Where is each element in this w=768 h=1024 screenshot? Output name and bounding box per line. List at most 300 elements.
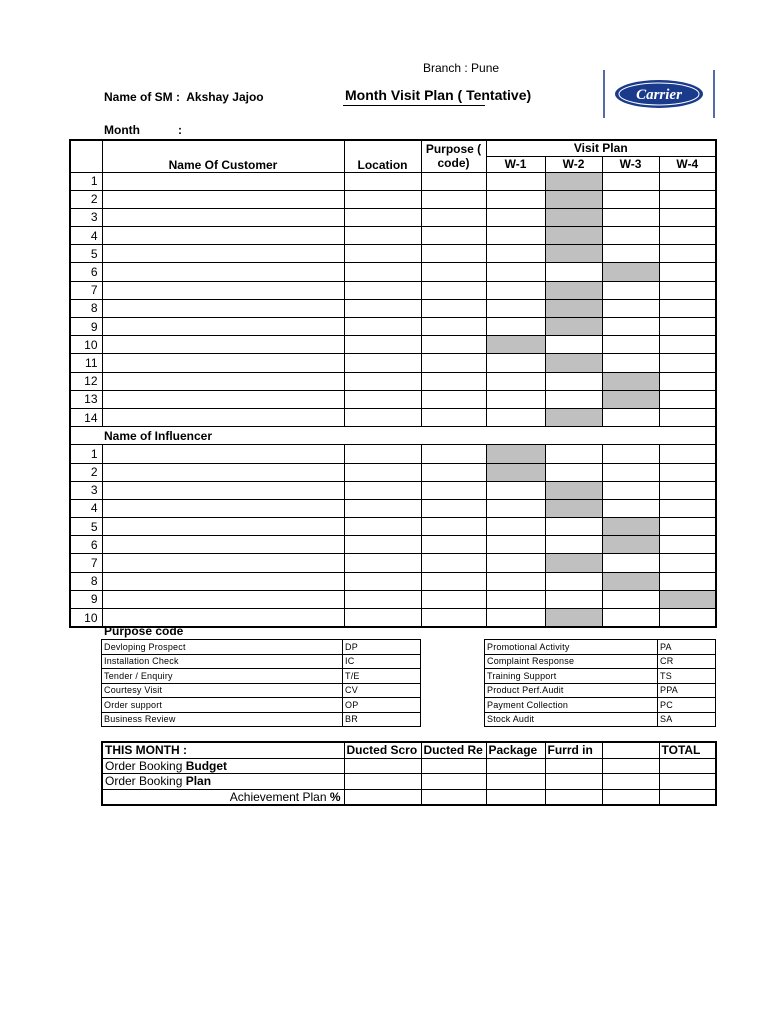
summary-row-label [102,758,344,774]
customer-row-number: 5 [70,245,102,263]
influencer-week-2-cell[interactable] [545,590,602,608]
customer-location-cell[interactable] [344,299,421,317]
customer-week-1-cell[interactable] [486,299,545,317]
influencer-purpose-cell[interactable] [421,463,486,481]
customer-row [70,390,716,408]
influencer-week-2-cell[interactable] [545,499,602,517]
influencer-row [70,536,716,554]
influencer-row-number: 2 [70,463,102,481]
purpose-code-value: OP [343,698,421,713]
summary-header-blank [602,742,659,758]
customer-week-1-cell[interactable] [486,190,545,208]
summary-value-cell[interactable] [602,774,659,790]
customer-location-cell[interactable] [344,372,421,390]
month-colon: : [178,123,182,137]
customer-row-number: 1 [70,172,102,190]
influencer-week-3-cell[interactable] [602,609,659,628]
influencer-name-cell[interactable] [102,536,344,554]
summary-label-text: Achievement Plan [229,790,330,805]
influencer-location-cell[interactable] [344,572,421,590]
header-visit-plan: Visit Plan [486,140,716,156]
influencer-week-4-cell[interactable] [659,481,716,499]
summary-value-cell[interactable] [486,774,545,790]
customer-row-number: 10 [70,336,102,354]
customer-week-2-cell[interactable] [545,227,602,245]
purpose-code-value: PA [658,640,716,655]
summary-header-furrd-in: Furrd in [545,742,602,758]
customer-week-3-cell[interactable] [602,372,659,390]
influencer-purpose-cell[interactable] [421,518,486,536]
customer-row-number: 9 [70,318,102,336]
customer-purpose-cell[interactable] [421,172,486,190]
influencer-purpose-cell[interactable] [421,609,486,628]
influencer-week-3-cell[interactable] [602,445,659,463]
customer-week-2-cell[interactable] [545,390,602,408]
influencer-section-spacer [70,427,102,445]
header-customer: Name Of Customer [102,140,344,172]
influencer-week-4-cell[interactable] [659,572,716,590]
summary-value-cell[interactable] [659,758,716,774]
purpose-code-value: PPA [658,683,716,698]
influencer-section-title: Name of Influencer [104,428,213,443]
influencer-purpose-cell[interactable] [421,572,486,590]
sm-label: Name of SM : [104,90,181,104]
customer-week-1-cell[interactable] [486,263,545,281]
customer-row [70,372,716,390]
customer-week-1-cell[interactable] [486,390,545,408]
customer-week-3-cell[interactable] [602,336,659,354]
customer-name-cell[interactable] [102,208,344,226]
influencer-location-cell[interactable] [344,445,421,463]
influencer-week-3-cell[interactable] [602,481,659,499]
summary-row-label [102,774,344,790]
influencer-week-2-cell[interactable] [545,481,602,499]
customer-purpose-cell[interactable] [421,372,486,390]
customer-week-2-cell[interactable] [545,372,602,390]
customer-row [70,263,716,281]
summary-header-total: TOTAL [659,742,716,758]
customer-row-number: 13 [70,390,102,408]
customer-row-number: 2 [70,190,102,208]
influencer-name-cell[interactable] [102,572,344,590]
influencer-week-4-cell[interactable] [659,536,716,554]
summary-row [102,758,716,774]
customer-name-cell[interactable] [102,372,344,390]
purpose-code-value: CV [343,683,421,698]
summary-label-text: Order Booking [105,774,186,789]
summary-header-this-month: THIS MONTH : [102,742,344,758]
customer-location-cell[interactable] [344,263,421,281]
purpose-code-row [485,669,716,684]
influencer-week-3-cell[interactable] [602,536,659,554]
customer-row [70,245,716,263]
purpose-code-name: Courtesy Visit [102,683,343,698]
customer-week-3-cell[interactable] [602,190,659,208]
page-title: Month Visit Plan ( Tentative) [345,87,532,103]
customer-week-4-cell[interactable] [659,245,716,263]
customer-week-4-cell[interactable] [659,390,716,408]
customer-row [70,227,716,245]
influencer-row [70,590,716,608]
customer-purpose-cell[interactable] [421,299,486,317]
purpose-code-name: Stock Audit [485,712,658,727]
customer-week-3-cell[interactable] [602,227,659,245]
header-week-2: W-2 [545,156,602,172]
customer-name-cell[interactable] [102,172,344,190]
customer-location-cell[interactable] [344,336,421,354]
influencer-week-2-cell[interactable] [545,536,602,554]
customer-name-cell[interactable] [102,354,344,372]
summary-value-cell[interactable] [421,758,486,774]
customer-purpose-cell[interactable] [421,208,486,226]
influencer-week-3-cell[interactable] [602,463,659,481]
influencer-purpose-cell[interactable] [421,499,486,517]
purpose-code-row [102,654,421,669]
customer-week-4-cell[interactable] [659,318,716,336]
purpose-code-name: Promotional Activity [485,640,658,655]
influencer-purpose-cell[interactable] [421,445,486,463]
month-label: Month [104,123,140,137]
customer-purpose-cell[interactable] [421,408,486,426]
customer-name-cell[interactable] [102,263,344,281]
purpose-code-value: SA [658,712,716,727]
customer-week-4-cell[interactable] [659,299,716,317]
customer-week-4-cell[interactable] [659,208,716,226]
customer-week-1-cell[interactable] [486,172,545,190]
influencer-purpose-cell[interactable] [421,481,486,499]
purpose-code-row [485,712,716,727]
header-location: Location [344,140,421,172]
customer-row-number: 8 [70,299,102,317]
purpose-code-name: Product Perf.Audit [485,683,658,698]
customer-name-cell[interactable] [102,408,344,426]
customer-name-cell[interactable] [102,190,344,208]
customer-location-cell[interactable] [344,318,421,336]
customer-row [70,336,716,354]
customer-week-2-cell[interactable] [545,408,602,426]
carrier-logo [603,70,715,118]
customer-week-3-cell[interactable] [602,245,659,263]
purpose-code-name: Training Support [485,669,658,684]
influencer-week-2-cell[interactable] [545,445,602,463]
influencer-week-4-cell[interactable] [659,609,716,628]
summary-header-ducted-re: Ducted Re [421,742,486,758]
customer-week-4-cell[interactable] [659,190,716,208]
influencer-row-number: 5 [70,518,102,536]
customer-week-4-cell[interactable] [659,281,716,299]
influencer-location-cell[interactable] [344,463,421,481]
purpose-code-row [485,698,716,713]
customer-week-1-cell[interactable] [486,318,545,336]
customer-purpose-cell[interactable] [421,354,486,372]
customer-week-1-cell[interactable] [486,336,545,354]
customer-location-cell[interactable] [344,208,421,226]
customer-name-cell[interactable] [102,281,344,299]
customer-location-cell[interactable] [344,172,421,190]
summary-header-package: Package [486,742,545,758]
customer-week-1-cell[interactable] [486,354,545,372]
influencer-week-1-cell[interactable] [486,590,545,608]
customer-row [70,172,716,190]
summary-label-bold: Budget [185,758,228,773]
customer-location-cell[interactable] [344,281,421,299]
customer-week-4-cell[interactable] [659,227,716,245]
customer-week-4-cell[interactable] [659,354,716,372]
summary-value-cell[interactable] [659,789,716,805]
customer-purpose-cell[interactable] [421,263,486,281]
summary-value-cell[interactable] [545,774,602,790]
influencer-week-1-cell[interactable] [486,572,545,590]
influencer-row-number: 4 [70,499,102,517]
customer-week-1-cell[interactable] [486,281,545,299]
visit-plan-body [70,172,716,627]
customer-purpose-cell[interactable] [421,281,486,299]
purpose-code-value: PC [658,698,716,713]
customer-location-cell[interactable] [344,227,421,245]
customer-purpose-cell[interactable] [421,390,486,408]
customer-week-1-cell[interactable] [486,227,545,245]
purpose-code-title: Purpose code [104,624,184,638]
customer-week-3-cell[interactable] [602,172,659,190]
influencer-row-number: 1 [70,445,102,463]
summary-value-cell[interactable] [545,758,602,774]
customer-purpose-cell[interactable] [421,245,486,263]
customer-name-cell[interactable] [102,336,344,354]
influencer-week-3-cell[interactable] [602,518,659,536]
influencer-row-number: 9 [70,590,102,608]
influencer-name-cell[interactable] [102,499,344,517]
customer-week-4-cell[interactable] [659,372,716,390]
summary-value-cell[interactable] [344,789,421,805]
customer-location-cell[interactable] [344,190,421,208]
influencer-week-4-cell[interactable] [659,463,716,481]
customer-purpose-cell[interactable] [421,318,486,336]
influencer-week-3-cell[interactable] [602,554,659,572]
summary-value-cell[interactable] [545,789,602,805]
customer-row [70,190,716,208]
influencer-name-cell[interactable] [102,463,344,481]
customer-week-1-cell[interactable] [486,208,545,226]
order-booking-summary [101,741,717,806]
header-purpose: Purpose ( code) [421,140,486,172]
influencer-row [70,499,716,517]
purpose-code-name: Complaint Response [485,654,658,669]
customer-week-2-cell[interactable] [545,354,602,372]
summary-value-cell[interactable] [659,774,716,790]
purpose-code-value: DP [343,640,421,655]
summary-value-cell[interactable] [421,774,486,790]
customer-week-1-cell[interactable] [486,408,545,426]
customer-week-2-cell[interactable] [545,299,602,317]
influencer-row-number: 7 [70,554,102,572]
purpose-code-value: IC [343,654,421,669]
customer-week-4-cell[interactable] [659,408,716,426]
influencer-row-number: 8 [70,572,102,590]
influencer-purpose-cell[interactable] [421,536,486,554]
influencer-week-1-cell[interactable] [486,481,545,499]
influencer-week-1-cell[interactable] [486,445,545,463]
influencer-name-cell[interactable] [102,590,344,608]
influencer-week-1-cell[interactable] [486,463,545,481]
customer-row-number: 11 [70,354,102,372]
customer-row-number: 4 [70,227,102,245]
customer-name-cell[interactable] [102,318,344,336]
summary-value-cell[interactable] [486,789,545,805]
influencer-week-4-cell[interactable] [659,590,716,608]
influencer-purpose-cell[interactable] [421,590,486,608]
customer-purpose-cell[interactable] [421,190,486,208]
influencer-row [70,554,716,572]
customer-week-4-cell[interactable] [659,172,716,190]
influencer-week-2-cell[interactable] [545,554,602,572]
influencer-week-4-cell[interactable] [659,518,716,536]
influencer-name-cell[interactable] [102,518,344,536]
influencer-row-number: 10 [70,609,102,628]
logo-text: Carrier [636,87,682,103]
customer-week-2-cell[interactable] [545,208,602,226]
customer-row-number: 7 [70,281,102,299]
influencer-week-1-cell[interactable] [486,554,545,572]
influencer-location-cell[interactable] [344,554,421,572]
summary-value-cell[interactable] [344,774,421,790]
customer-week-3-cell[interactable] [602,408,659,426]
influencer-week-2-cell[interactable] [545,609,602,628]
influencer-location-cell[interactable] [344,499,421,517]
title-underline [343,105,485,106]
customer-location-cell[interactable] [344,245,421,263]
branch-label: Branch : Pune [423,61,500,75]
summary-value-cell[interactable] [602,758,659,774]
customer-week-1-cell[interactable] [486,372,545,390]
summary-row [102,774,716,790]
influencer-row [70,463,716,481]
customer-week-3-cell[interactable] [602,263,659,281]
influencer-week-3-cell[interactable] [602,590,659,608]
customer-week-2-cell[interactable] [545,281,602,299]
purpose-code-row [102,640,421,655]
influencer-location-cell[interactable] [344,481,421,499]
customer-week-3-cell[interactable] [602,208,659,226]
visit-plan-table [69,139,717,628]
influencer-week-2-cell[interactable] [545,572,602,590]
influencer-name-cell[interactable] [102,554,344,572]
purpose-code-name: Business Review [102,712,343,727]
influencer-week-3-cell[interactable] [602,572,659,590]
customer-purpose-cell[interactable] [421,336,486,354]
customer-week-3-cell[interactable] [602,299,659,317]
customer-week-2-cell[interactable] [545,190,602,208]
purpose-code-name: Devloping Prospect [102,640,343,655]
influencer-name-cell[interactable] [102,445,344,463]
summary-value-cell[interactable] [421,789,486,805]
influencer-week-4-cell[interactable] [659,554,716,572]
purpose-code-name: Order support [102,698,343,713]
purpose-code-value: TS [658,669,716,684]
influencer-location-cell[interactable] [344,609,421,628]
influencer-location-cell[interactable] [344,518,421,536]
summary-label-text: Order Booking [105,758,186,773]
header-week-4: W-4 [659,156,716,172]
customer-row-number: 3 [70,208,102,226]
influencer-week-2-cell[interactable] [545,463,602,481]
sm-name-value: Akshay Jajoo [186,90,264,104]
influencer-week-1-cell[interactable] [486,536,545,554]
purpose-code-row [485,654,716,669]
influencer-location-cell[interactable] [344,536,421,554]
header-number [70,140,102,172]
customer-week-3-cell[interactable] [602,390,659,408]
customer-week-3-cell[interactable] [602,318,659,336]
customer-row [70,299,716,317]
purpose-code-value: CR [658,654,716,669]
summary-value-cell[interactable] [344,758,421,774]
influencer-purpose-cell[interactable] [421,554,486,572]
influencer-week-1-cell[interactable] [486,518,545,536]
header-week-3: W-3 [602,156,659,172]
purpose-code-row [102,669,421,684]
customer-name-cell[interactable] [102,299,344,317]
summary-value-cell[interactable] [602,789,659,805]
influencer-row [70,572,716,590]
customer-week-2-cell[interactable] [545,263,602,281]
sales-manager-name [104,90,264,104]
influencer-week-1-cell[interactable] [486,609,545,628]
customer-purpose-cell[interactable] [421,227,486,245]
influencer-week-4-cell[interactable] [659,445,716,463]
customer-week-3-cell[interactable] [602,354,659,372]
influencer-name-cell[interactable] [102,481,344,499]
summary-label-bold: % [329,790,341,805]
customer-week-2-cell[interactable] [545,336,602,354]
purpose-code-value: BR [343,712,421,727]
influencer-week-2-cell[interactable] [545,518,602,536]
customer-row-number: 6 [70,263,102,281]
influencer-row-number: 6 [70,536,102,554]
customer-week-3-cell[interactable] [602,281,659,299]
customer-name-cell[interactable] [102,390,344,408]
purpose-code-row [102,683,421,698]
purpose-code-row [102,698,421,713]
customer-row [70,281,716,299]
influencer-week-3-cell[interactable] [602,499,659,517]
influencer-row [70,518,716,536]
customer-location-cell[interactable] [344,408,421,426]
customer-row [70,208,716,226]
customer-week-2-cell[interactable] [545,172,602,190]
summary-header-ducted-scroll: Ducted Scro [344,742,421,758]
customer-week-4-cell[interactable] [659,263,716,281]
influencer-week-1-cell[interactable] [486,499,545,517]
influencer-location-cell[interactable] [344,590,421,608]
customer-week-2-cell[interactable] [545,318,602,336]
summary-label-bold: Plan [185,774,212,789]
customer-location-cell[interactable] [344,390,421,408]
customer-name-cell[interactable] [102,227,344,245]
influencer-week-4-cell[interactable] [659,499,716,517]
customer-week-1-cell[interactable] [486,245,545,263]
influencer-section-row [70,427,716,445]
customer-row [70,408,716,426]
summary-row-label [102,789,344,805]
purpose-code-value: T/E [343,669,421,684]
summary-value-cell[interactable] [486,758,545,774]
customer-week-2-cell[interactable] [545,245,602,263]
customer-location-cell[interactable] [344,354,421,372]
purpose-code-row [485,640,716,655]
influencer-row [70,445,716,463]
customer-week-4-cell[interactable] [659,336,716,354]
customer-name-cell[interactable] [102,245,344,263]
